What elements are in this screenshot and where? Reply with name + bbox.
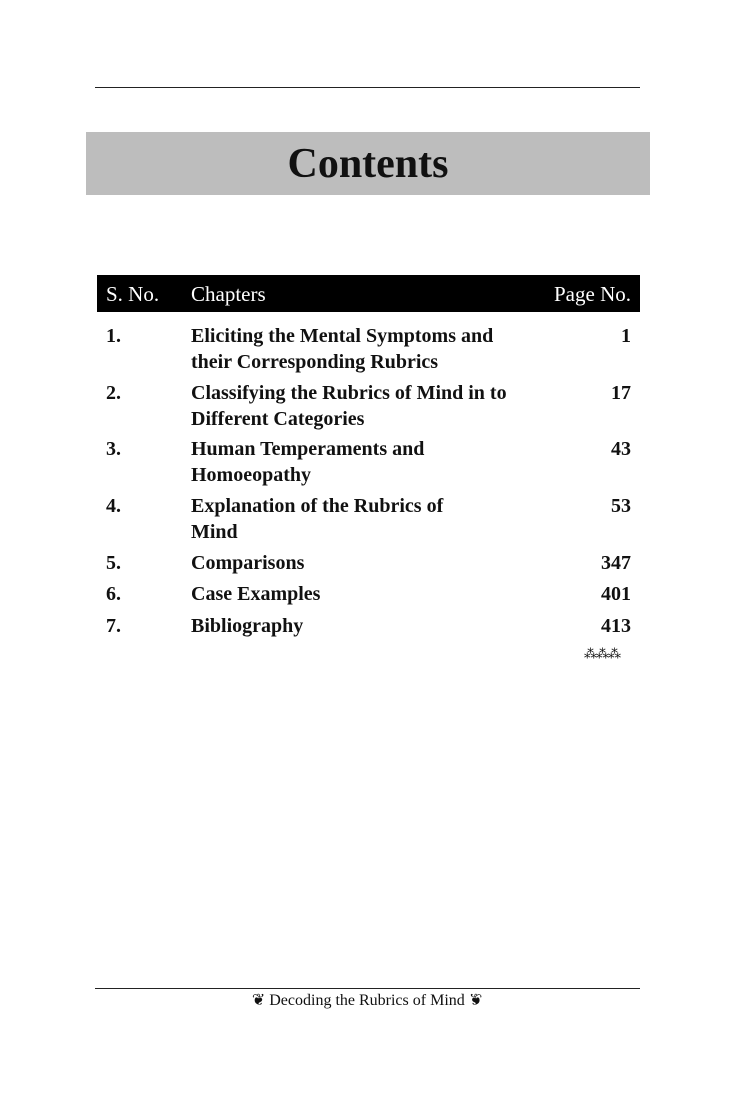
end-mark-asterisms: ⁂⁂⁂	[584, 647, 620, 662]
row-chapter[interactable]: Classifying the Rubrics of Mind in to Different Categories	[191, 382, 507, 430]
footer	[0, 990, 736, 1010]
row-chapter[interactable]: Eliciting the Mental Symptoms and their Corresponding Rubrics	[191, 325, 494, 373]
ornament-left-icon: ❦	[251, 992, 266, 1009]
bottom-rule	[95, 988, 640, 989]
page-title: Contents	[287, 140, 449, 187]
row-chapter[interactable]: Bibliography	[191, 615, 304, 637]
row-page: 401	[601, 583, 631, 605]
row-sno: 5.	[106, 552, 121, 574]
table-header	[97, 275, 640, 312]
row-chapter[interactable]: Human Temperaments and Homoeopathy	[191, 438, 425, 486]
row-chapter[interactable]: Explanation of the Rubrics of Mind	[191, 495, 444, 543]
row-sno: 1.	[106, 325, 121, 347]
row-sno: 7.	[106, 615, 121, 637]
footer-title: Decoding the Rubrics of Mind	[269, 992, 465, 1009]
row-page: 1	[621, 325, 631, 347]
header-chapters: Chapters	[191, 282, 266, 306]
row-page: 347	[601, 552, 631, 574]
row-chapter[interactable]: Case Examples	[191, 583, 321, 605]
row-chapter[interactable]: Comparisons	[191, 552, 305, 574]
ornament-right-icon: ❦	[468, 992, 483, 1009]
row-page: 43	[611, 438, 631, 460]
header-sno: S. No.	[106, 282, 160, 306]
row-sno: 6.	[106, 583, 121, 605]
row-sno: 4.	[106, 495, 121, 517]
row-sno: 3.	[106, 438, 121, 460]
row-page: 413	[601, 615, 631, 637]
top-rule	[95, 87, 640, 88]
row-page: 53	[611, 495, 631, 517]
title-band	[86, 132, 650, 195]
row-sno: 2.	[106, 382, 121, 404]
row-page: 17	[611, 382, 631, 404]
header-page: Page No.	[554, 282, 631, 306]
